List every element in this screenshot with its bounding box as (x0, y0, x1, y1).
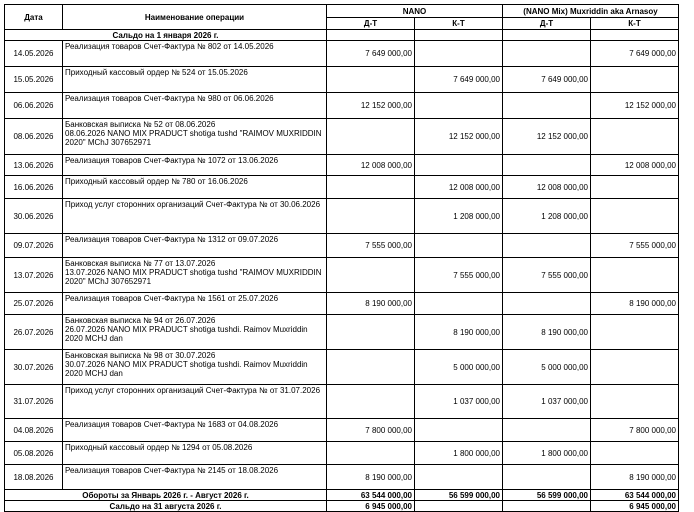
party-b-credit (591, 385, 679, 419)
transaction-row (5, 155, 679, 176)
party-b-credit: 7 649 000,00 (591, 41, 679, 67)
party-b-debit: 1 800 000,00 (503, 442, 591, 465)
transaction-date: 13.07.2026 (5, 258, 63, 293)
transaction-date: 08.06.2026 (5, 119, 63, 155)
party-b-debit: 7 649 000,00 (503, 67, 591, 93)
party-a-credit: 12 008 000,00 (415, 176, 503, 199)
party-b-credit (591, 442, 679, 465)
party-b-credit (591, 315, 679, 350)
opening-balance-label: Сальдо на 1 января 2026 г. (5, 30, 327, 41)
party-a-debit (327, 67, 415, 93)
transaction-row (5, 234, 679, 258)
transaction-row (5, 119, 679, 155)
transaction-date: 18.08.2026 (5, 465, 63, 490)
party-a-debit (327, 119, 415, 155)
party-a-debit (327, 385, 415, 419)
transaction-description: Реализация товаров Счет-Фактура № 980 от 06.06.2026 (63, 93, 327, 119)
header-date: Дата (5, 5, 63, 30)
party-b-debit (503, 41, 591, 67)
party-b-debit: 8 190 000,00 (503, 315, 591, 350)
party-b-debit (503, 465, 591, 490)
party-a-credit (415, 93, 503, 119)
party-a-debit: 12 152 000,00 (327, 93, 415, 119)
closing-balance-a-credit (415, 501, 503, 512)
header-party-b-credit: К-Т (591, 18, 679, 30)
transaction-description: Реализация товаров Счет-Фактура № 2145 от 18.08.2026 (63, 465, 327, 490)
opening-balance-b-credit (591, 30, 679, 41)
transaction-description: Реализация товаров Счет-Фактура № 1683 от 04.08.2026 (63, 419, 327, 442)
party-a-credit: 1 800 000,00 (415, 442, 503, 465)
party-b-credit: 7 555 000,00 (591, 234, 679, 258)
transaction-row (5, 385, 679, 419)
party-a-credit: 8 190 000,00 (415, 315, 503, 350)
party-b-debit (503, 155, 591, 176)
transaction-row (5, 465, 679, 490)
party-b-credit (591, 258, 679, 293)
transaction-row (5, 258, 679, 293)
transaction-description: Приходный кассовый ордер № 1294 от 05.08.2026 (63, 442, 327, 465)
transaction-row (5, 293, 679, 315)
transaction-description: Приход услуг сторонних организаций Счет-Фактура № от 30.06.2026 (63, 199, 327, 234)
opening-balance-b-debit (503, 30, 591, 41)
transaction-row (5, 199, 679, 234)
turnover-label: Обороты за Январь 2026 г. - Август 2026 г. (5, 490, 327, 501)
party-a-credit: 12 152 000,00 (415, 119, 503, 155)
party-b-debit: 12 008 000,00 (503, 176, 591, 199)
turnover-b-debit: 56 599 000,00 (503, 490, 591, 501)
party-a-credit: 5 000 000,00 (415, 350, 503, 385)
closing-balance-b-credit: 6 945 000,00 (591, 501, 679, 512)
transaction-description: Реализация товаров Счет-Фактура № 802 от 14.05.2026 (63, 41, 327, 67)
party-a-debit: 8 190 000,00 (327, 293, 415, 315)
transaction-date: 13.06.2026 (5, 155, 63, 176)
party-b-credit: 8 190 000,00 (591, 293, 679, 315)
party-b-debit (503, 293, 591, 315)
party-a-debit (327, 199, 415, 234)
transaction-description: Реализация товаров Счет-Фактура № 1561 от 25.07.2026 (63, 293, 327, 315)
party-a-debit (327, 442, 415, 465)
turnover-a-debit: 63 544 000,00 (327, 490, 415, 501)
party-b-debit: 7 555 000,00 (503, 258, 591, 293)
transaction-row (5, 350, 679, 385)
party-b-credit (591, 176, 679, 199)
party-b-debit: 1 208 000,00 (503, 199, 591, 234)
transaction-description: Банковская выписка № 98 от 30.07.2026 30.07.2026 NANO MIX PRADUCT shotiga tushdi. Raimov Muxriddin 2020 MCHJ dan (63, 350, 327, 385)
party-a-credit (415, 293, 503, 315)
party-a-credit: 7 555 000,00 (415, 258, 503, 293)
party-a-debit (327, 315, 415, 350)
transaction-date: 26.07.2026 (5, 315, 63, 350)
party-b-credit: 8 190 000,00 (591, 465, 679, 490)
transaction-row (5, 315, 679, 350)
party-a-credit (415, 465, 503, 490)
party-b-debit (503, 234, 591, 258)
transaction-description: Банковская выписка № 77 от 13.07.2026 13.07.2026 NANO MIX PRADUCT shotiga tushd "RAIMOV MUXRIDDIN 2020" MChJ 307652971 (63, 258, 327, 293)
transaction-row (5, 419, 679, 442)
party-a-debit: 7 555 000,00 (327, 234, 415, 258)
header-party-a-debit: Д-Т (327, 18, 415, 30)
transaction-row (5, 442, 679, 465)
party-a-debit: 7 800 000,00 (327, 419, 415, 442)
party-b-credit (591, 67, 679, 93)
party-a-credit (415, 155, 503, 176)
party-a-credit (415, 419, 503, 442)
transaction-date: 14.05.2026 (5, 41, 63, 67)
header-party-a: NANO (327, 5, 503, 18)
transaction-row (5, 93, 679, 119)
transaction-date: 30.06.2026 (5, 199, 63, 234)
party-a-credit (415, 41, 503, 67)
closing-balance-label: Сальдо на 31 августа 2026 г. (5, 501, 327, 512)
party-b-credit (591, 119, 679, 155)
transaction-date: 04.08.2026 (5, 419, 63, 442)
transaction-date: 25.07.2026 (5, 293, 63, 315)
transaction-description: Приходный кассовый ордер № 524 от 15.05.2026 (63, 67, 327, 93)
party-b-credit: 7 800 000,00 (591, 419, 679, 442)
party-b-credit (591, 350, 679, 385)
transaction-row (5, 67, 679, 93)
party-b-credit: 12 152 000,00 (591, 93, 679, 119)
party-b-credit: 12 008 000,00 (591, 155, 679, 176)
party-b-debit (503, 419, 591, 442)
closing-balance-b-debit (503, 501, 591, 512)
party-a-debit: 8 190 000,00 (327, 465, 415, 490)
party-a-credit (415, 234, 503, 258)
party-a-debit: 7 649 000,00 (327, 41, 415, 67)
transaction-row (5, 176, 679, 199)
transaction-date: 30.07.2026 (5, 350, 63, 385)
opening-balance-a-debit (327, 30, 415, 41)
party-b-debit: 5 000 000,00 (503, 350, 591, 385)
transaction-date: 09.07.2026 (5, 234, 63, 258)
header-operation: Наименование операции (63, 5, 327, 30)
transaction-description: Приход услуг сторонних организаций Счет-Фактура № от 31.07.2026 (63, 385, 327, 419)
transaction-date: 06.06.2026 (5, 93, 63, 119)
turnover-a-credit: 56 599 000,00 (415, 490, 503, 501)
reconciliation-table (4, 4, 679, 512)
transaction-description: Реализация товаров Счет-Фактура № 1072 от 13.06.2026 (63, 155, 327, 176)
transaction-date: 05.08.2026 (5, 442, 63, 465)
transaction-description: Банковская выписка № 94 от 26.07.2026 26.07.2026 NANO MIX PRADUCT shotiga tushdi. Raimov Muxriddin 2020 MCHJ dan (63, 315, 327, 350)
party-a-debit (327, 176, 415, 199)
header-party-b-debit: Д-Т (503, 18, 591, 30)
party-a-credit: 1 037 000,00 (415, 385, 503, 419)
party-a-debit (327, 350, 415, 385)
header-party-b: (NANO Mix) Muxriddin aka Arnasoy (503, 5, 679, 18)
party-b-debit: 1 037 000,00 (503, 385, 591, 419)
closing-balance-a-debit: 6 945 000,00 (327, 501, 415, 512)
transaction-description: Реализация товаров Счет-Фактура № 1312 от 09.07.2026 (63, 234, 327, 258)
transaction-date: 16.06.2026 (5, 176, 63, 199)
turnover-b-credit: 63 544 000,00 (591, 490, 679, 501)
party-a-debit: 12 008 000,00 (327, 155, 415, 176)
party-a-credit: 7 649 000,00 (415, 67, 503, 93)
header-party-a-credit: К-Т (415, 18, 503, 30)
transaction-row (5, 41, 679, 67)
transaction-date: 15.05.2026 (5, 67, 63, 93)
party-b-debit: 12 152 000,00 (503, 119, 591, 155)
transaction-description: Банковская выписка № 52 от 08.06.2026 08.06.2026 NANO MIX PRADUCT shotiga tushd "RAIMOV MUXRIDDIN 2020" MChJ 307652971 (63, 119, 327, 155)
party-a-debit (327, 258, 415, 293)
party-b-debit (503, 93, 591, 119)
transaction-description: Приходный кассовый ордер № 780 от 16.06.2026 (63, 176, 327, 199)
party-b-credit (591, 199, 679, 234)
party-a-credit: 1 208 000,00 (415, 199, 503, 234)
opening-balance-a-credit (415, 30, 503, 41)
reconciliation-act-sheet (4, 4, 679, 512)
transaction-date: 31.07.2026 (5, 385, 63, 419)
